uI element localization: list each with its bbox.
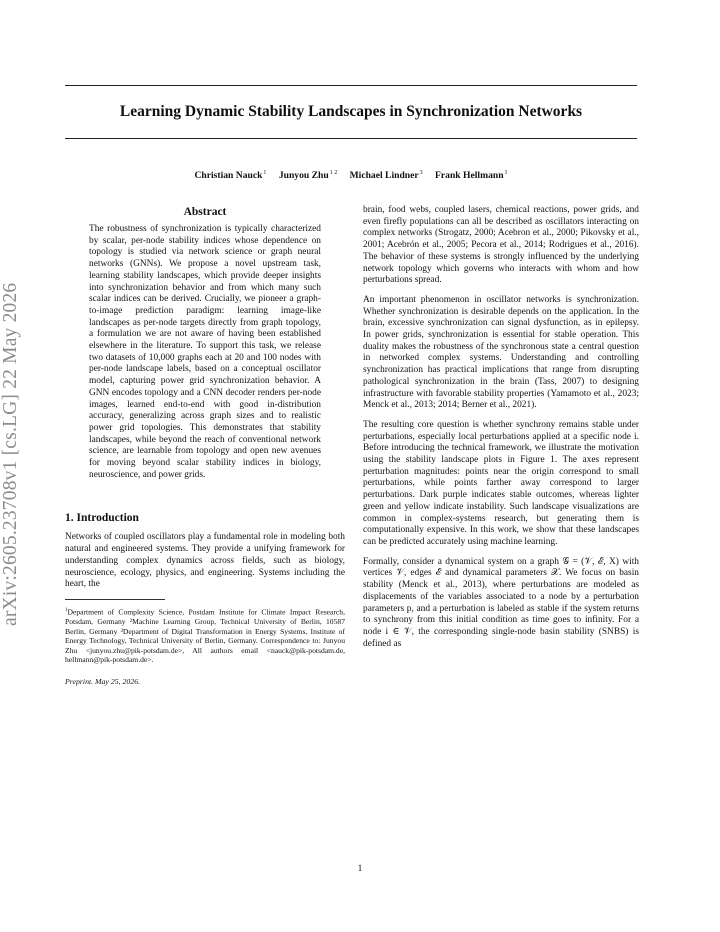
author bbox=[350, 170, 423, 181]
author-affiliation: 1 2 bbox=[329, 170, 338, 176]
body-paragraph: Formally, consider a dynamical system on a graph 𝒢 = (𝒱, ℰ, X) with vertices 𝒱, edges ℰ and dynamical parameters 𝒳. We focus on basin stability (Menck et al., 2013), where perturbations are modeled as displacements of the variables associated to a node by a perturbation parameters p, and a perturbation is labeled as stable if the system returns to synchrony from this initial condition as time goes to infinity. For a node i ∈ 𝒱, the corresponding single-node basin stability (SNBS) is defined as bbox=[363, 556, 639, 649]
author bbox=[435, 170, 508, 181]
author-affiliation: 3 bbox=[419, 170, 423, 176]
preprint-note: Preprint. May 25, 2026. bbox=[65, 677, 141, 687]
title-rule-bottom bbox=[65, 138, 637, 139]
author-affiliation: 1 bbox=[504, 170, 508, 176]
abstract-heading: Abstract bbox=[183, 206, 227, 218]
body-paragraph: An important phenomenon in oscillator networks is synchronization. Whether synchronization is desirable depends on the application. In the brain, excessive synchronization can signal dysfunction, as in epilepsy. In power grids, synchronization is essential for stable operation. This duality makes the robustness of the synchronous state a central question in networked complex systems. Understanding and controlling synchronization has practical implications that range from disrupting pathological synchronization in the brain (Tass, 2007) to designing infrastructure with favorable stability properties (Yamamoto et al., 2023; Menck et al., 2013; 2014; Berner et al., 2021). bbox=[363, 294, 639, 411]
body-paragraph: brain, food webs, coupled lasers, chemical reactions, power grids, and even firefly populations can all be described as oscillators interacting on complex networks (Strogatz, 2000; Acebron et al., 2000; Pikovsky et al., 2001; Acebrón et al., 2005; Pecora et al., 2014; Rodrigues et al., 2016). The behavior of these systems is strongly influenced by the underlying network topology which governs who interacts with whom and how perturbations spread. bbox=[363, 205, 639, 286]
introduction-paragraph: Networks of coupled oscillators play a fundamental role in modeling both natural and engineered systems. They provide a unifying framework for understanding complex dynamics across fields, such as biology, neuroscience, ecology, physics, and engineering. Systems including the heart, the bbox=[65, 532, 345, 590]
page-number: 1 bbox=[357, 864, 363, 874]
footnote-rule bbox=[65, 599, 165, 600]
left-column bbox=[65, 205, 345, 686]
author-name: Michael Lindner bbox=[349, 170, 419, 182]
footnote-text: Department of Complexity Science, Postdam Institute for Climate Impact Research, Potsdam, Germany ²Machine Learning Group, Technical University of Berlin, 10587 Berlin, Germany ³Department of Digital Transformation in Energy Systems, Institute of Energy Technology, Technical University of Berlin, Germany. Correspondence to: Junyou Zhu <junyou.zhu@pik-potsdam.de>, All authors email <nauck@pik-potsdam.de, hellmann@pik-potsdam.de>. bbox=[65, 607, 345, 665]
author-name: Junyou Zhu bbox=[278, 170, 329, 182]
author-name: Frank Hellmann bbox=[435, 170, 504, 182]
introduction-heading: 1. Introduction bbox=[65, 512, 139, 525]
arxiv-stamp: arXiv:2605.23708v1 [cs.LG] 22 May 2026 bbox=[0, 282, 21, 626]
abstract-text: The robustness of synchronization is typically characterized by scalar, per-node stability indices whose dependence on topology is studied via network science or graph neural networks (GNNs). We propose a novel upstream task, learning stability landscapes, which provide deeper insights into synchronization behavior and from which many such scalar indices can be derived. Crucially, we pioneer a graph-to-image prediction paradigm: learning image-like landscapes as per-node targets directly from graph topology, a formulation we are not aware of having been established elsewhere in the literature. To support this task, we release two datasets of 10,000 graphs each at 20 and 100 nodes with per-node landscape labels, based on a conceptual oscillator model, capturing power grid synchronization behavior. A GNN encodes topology and a CNN decoder renders per-node images, learned end-to-end with good in-distribution accuracy, generalizing across graph sizes and to realistic power grid topologies. This demonstrates that stability landscapes, while beyond the reach of conventional network science, are learnable from topology and open new avenues for moving beyond scalar stability indices in biology, neuroscience, and power grids. bbox=[89, 224, 321, 480]
title-rule-top bbox=[65, 85, 637, 86]
right-column bbox=[363, 205, 639, 658]
author-affiliation: 1 bbox=[263, 170, 267, 176]
author bbox=[194, 170, 266, 181]
body-paragraph: The resulting core question is whether synchrony remains stable under perturbations, especially local perturbations applied at a specific node i. Before introducing the technical framework, we illustrate the motivation using the stability landscape plots in Figure 1. The axes represent perturbation magnitudes: points near the origin correspond to small perturbations, while points farther away correspond to larger perturbations. Dark purple indicates stable outcomes, whereas lighter green and yellow indicate instability. Such landscape visualizations are common in complex-systems research, but generating them is computationally expensive. In this work, we show that these landscapes can be predicted accurately using machine learning. bbox=[363, 419, 639, 547]
author bbox=[279, 170, 337, 181]
author-name: Christian Nauck bbox=[194, 170, 263, 182]
footnote-marker: 1 bbox=[65, 607, 68, 613]
footnote bbox=[65, 606, 345, 665]
paper-title: Learning Dynamic Stability Landscapes in Synchronization Networks bbox=[119, 103, 583, 120]
author-list bbox=[65, 166, 637, 183]
